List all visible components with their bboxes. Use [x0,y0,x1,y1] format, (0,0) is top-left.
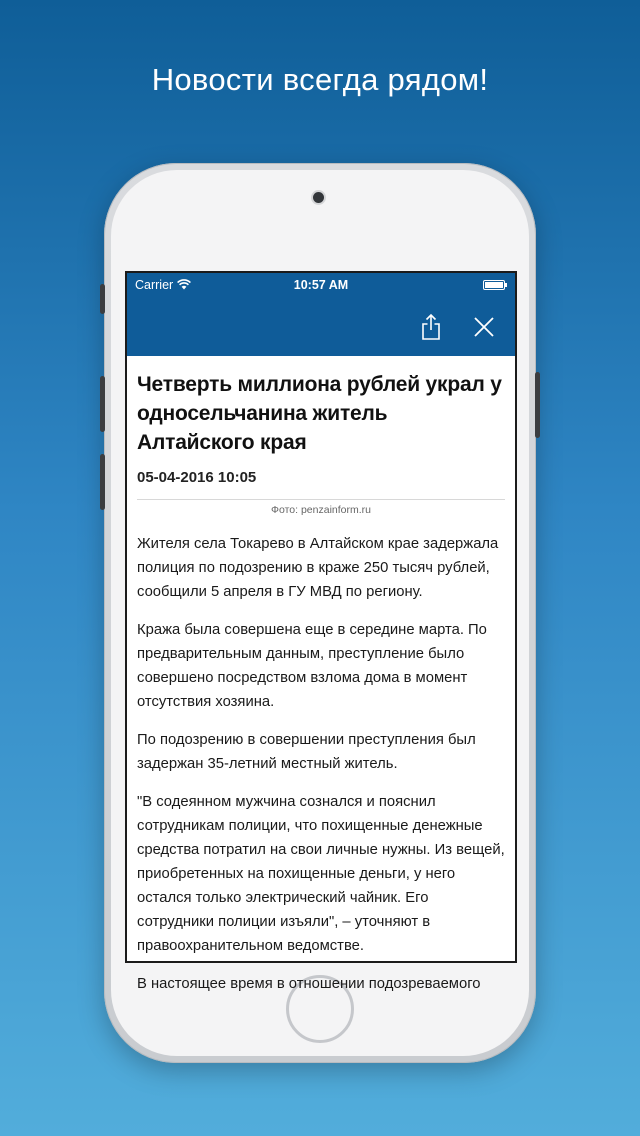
photo-credit: Фото: penzainform.ru [137,499,505,516]
status-bar [127,273,515,299]
front-camera [313,192,324,203]
phone-volume-up [100,376,105,432]
article-paragraph: В настоящее время в отношении подозреваемого [137,976,481,992]
phone-power-button [535,372,540,438]
share-icon[interactable] [420,313,442,341]
article-paragraph: Кража была совершена еще в середине марта. По предварительным данным, преступление было совершено посредством взлома дома в момент отсутствия хозяина. [137,622,487,710]
app-screen [125,271,517,992]
battery-tip [505,283,507,287]
nav-bar [127,299,515,356]
phone-volume-down [100,454,105,510]
article-paragraph: По подозрению в совершении преступления был задержан 35-летний местный житель. [137,732,476,772]
article-body [127,356,515,996]
carrier-label: Carrier [135,278,174,292]
article-date: 05-04-2016 10:05 [137,469,257,486]
article-paragraph: Жителя села Токарево в Алтайском крае задержала полиция по подозрению в краже 250 тысяч рублей, сообщили 5 апреля в ГУ МВД по региону. [137,536,499,600]
article-title: Четверть миллиона рублей украл у односельчанина житель Алтайского края [137,373,502,454]
battery-icon [483,280,505,290]
phone-mute-switch [100,284,105,314]
promo-headline: Новости всегда рядом! [151,62,489,97]
status-time: 10:57 AM [293,278,349,292]
close-icon[interactable] [474,317,494,337]
article-paragraph: "В содеянном мужчина сознался и пояснил сотрудникам полиции, что похищенные денежные средства потратил на свои личные нужны. Из вещей, приобретенных на похищенные деньги, у него остался только электрический чайник. Его сотрудники полиции изъяли", – уточняют в правоохранительном ведомстве. [137,794,505,954]
